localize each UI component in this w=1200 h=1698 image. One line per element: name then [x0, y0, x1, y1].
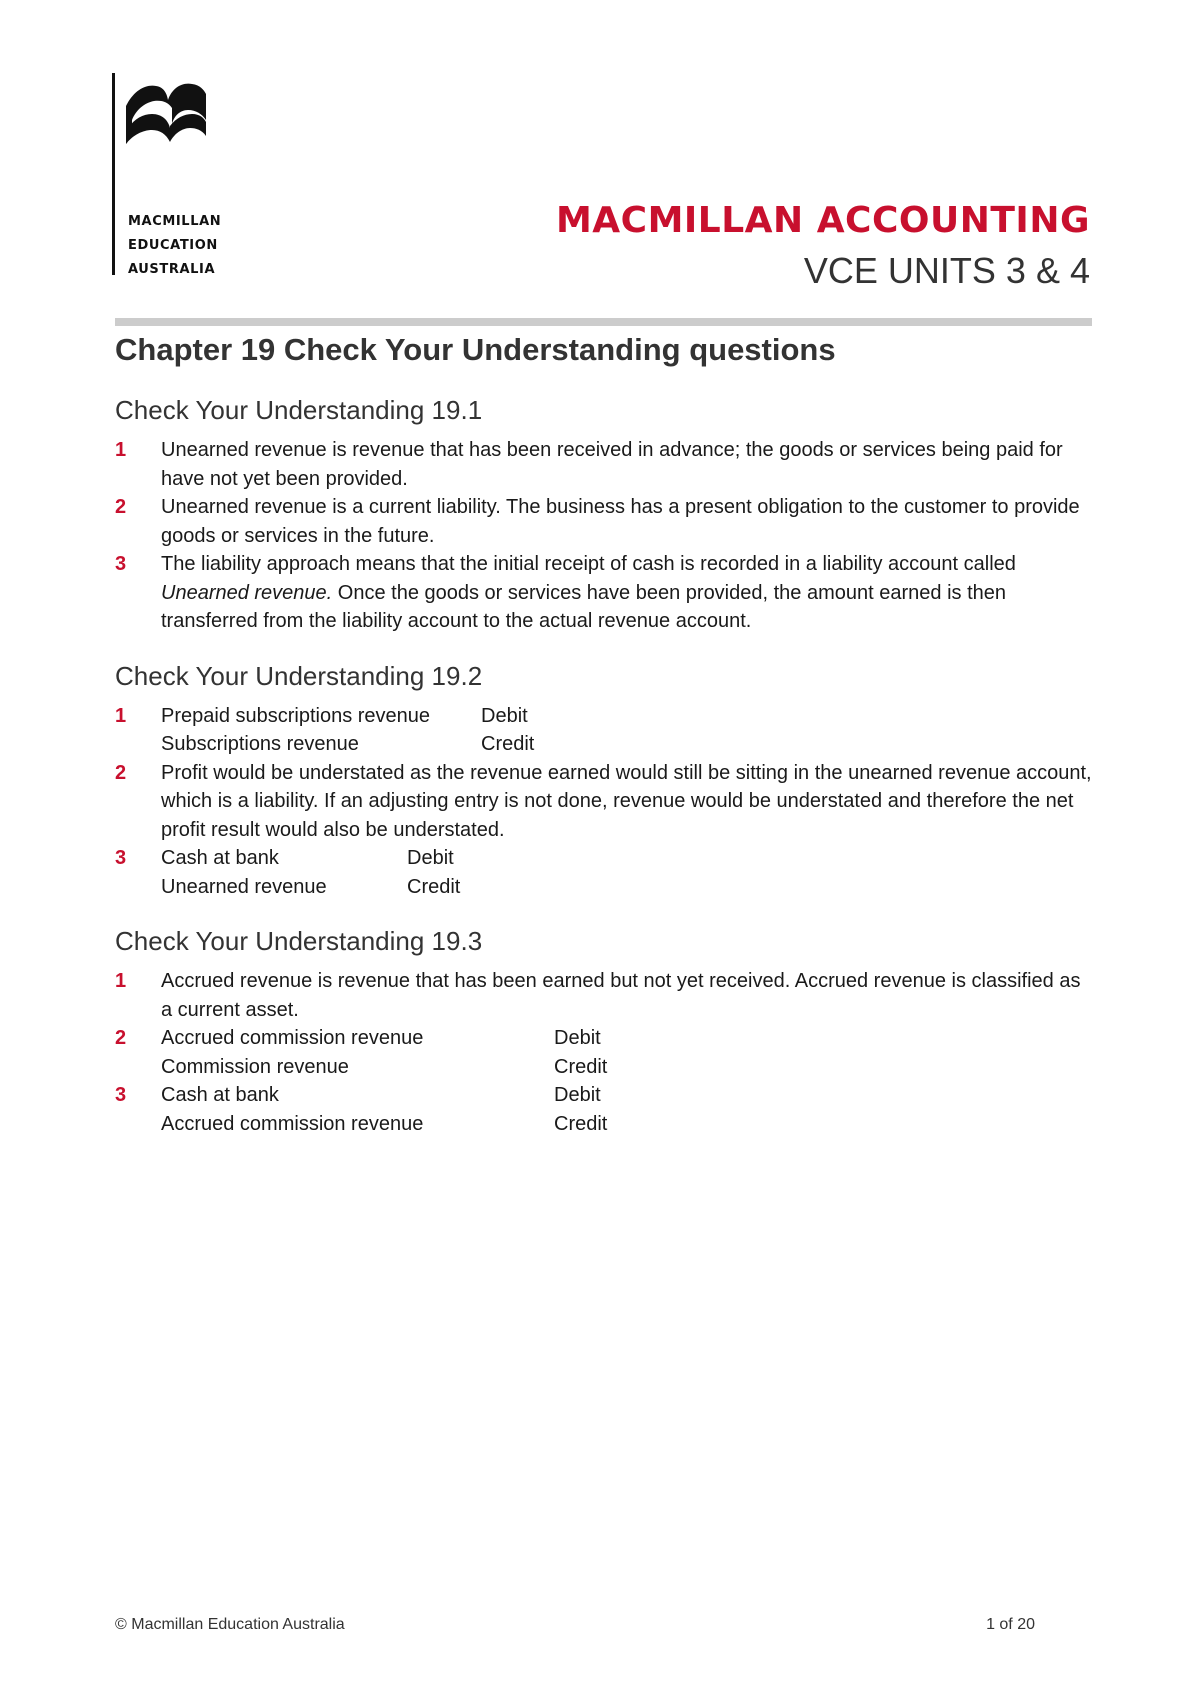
question-item: [115, 550, 1095, 636]
logo-divider: [112, 73, 115, 275]
debit-credit: Debit: [554, 1027, 601, 1049]
question-item: [115, 436, 1095, 493]
question-item: [115, 702, 1095, 759]
journal-line: [161, 1024, 1095, 1053]
journal-line: [161, 873, 1095, 902]
debit-credit: Debit: [481, 704, 528, 727]
question-item: [115, 493, 1095, 550]
logo-line: AUSTRALIA: [128, 262, 216, 277]
question-item: [115, 1081, 1095, 1138]
account-name: Accrued commission revenue: [161, 1027, 424, 1049]
answer-text-italic: Unearned revenue.: [161, 581, 333, 604]
account-name: Prepaid subscriptions revenue: [161, 704, 431, 727]
question-number: 3: [115, 553, 127, 575]
question-number: 2: [115, 1027, 127, 1049]
debit-credit: Debit: [554, 1084, 601, 1106]
journal-line: [161, 1081, 1095, 1110]
answer-text: [161, 550, 1095, 636]
question-number: 1: [115, 704, 127, 727]
question-item: [115, 1024, 1095, 1081]
journal-line: [161, 1110, 1095, 1139]
journal-entry: [161, 1024, 1095, 1081]
answer-text-part: Once the goods or services have been provided, the amount earned is then transferred from the liability account to the actual revenue account.: [161, 581, 1006, 632]
question-number: 2: [115, 761, 127, 784]
debit-credit: Debit: [407, 847, 454, 869]
brand-subtitle: VCE UNITS 3 & 4: [803, 250, 1090, 291]
section-19-3: [115, 923, 1095, 1138]
answer-text: Unearned revenue is a current liability. The business has a present obligation to the customer to provide goods or services in the future.: [161, 496, 1080, 547]
debit-credit: Credit: [554, 1055, 608, 1078]
account-name: Cash at bank: [161, 847, 279, 869]
section-heading: Check Your Understanding 19.1: [115, 395, 483, 425]
section-19-1: [115, 392, 1095, 636]
main-content: [115, 330, 1095, 1138]
header-divider: [115, 318, 1092, 326]
question-number: 3: [115, 847, 127, 869]
question-number: 3: [115, 1084, 127, 1106]
journal-line: [161, 844, 1095, 873]
question-item: [115, 759, 1095, 845]
question-number: 1: [115, 970, 127, 992]
journal-line: [161, 730, 1095, 759]
account-name: Cash at bank: [161, 1084, 279, 1106]
journal-entry: [161, 702, 1095, 759]
answer-text: Accrued revenue is revenue that has been earned but not yet received. Accrued revenue is classified as a current asset.: [161, 970, 1081, 1021]
question-number: 1: [115, 439, 127, 461]
debit-credit: Credit: [407, 875, 461, 898]
question-item: [115, 844, 1095, 901]
account-name: Subscriptions revenue: [161, 733, 359, 755]
section-heading: Check Your Understanding 19.2: [115, 660, 483, 691]
account-name: Unearned revenue: [161, 875, 327, 898]
publisher-logo-text: [128, 210, 221, 282]
question-number: 2: [115, 496, 127, 518]
debit-credit: Credit: [481, 733, 535, 755]
brand-title: MACMILLAN ACCOUNTING: [555, 200, 1090, 241]
footer-copyright: © Macmillan Education Australia: [115, 1616, 345, 1633]
debit-credit: Credit: [554, 1112, 608, 1135]
journal-entry: [161, 1081, 1095, 1138]
journal-entry: [161, 844, 1095, 901]
section-heading: Check Your Understanding 19.3: [115, 926, 483, 956]
answer-text-part: The liability approach means that the initial receipt of cash is recorded in a liability account called: [161, 553, 1016, 575]
footer-page-number: 1 of 20: [986, 1616, 1035, 1633]
question-item: [115, 967, 1095, 1024]
account-name: Accrued commission revenue: [161, 1112, 424, 1135]
answer-text: Profit would be understated as the revenue earned would still be sitting in the unearned revenue account, which is a liability. If an adjusting entry is not done, revenue would be understated and therefore the net profit result would also be understated.: [161, 761, 1092, 841]
section-19-2: [115, 658, 1095, 902]
answer-text: Unearned revenue is revenue that has been received in advance; the goods or services being paid for have not yet been provided.: [161, 439, 1063, 490]
macmillan-logo-icon: [124, 76, 208, 146]
logo-line: MACMILLAN: [128, 214, 222, 229]
chapter-title: Chapter 19 Check Your Understanding questions: [115, 332, 836, 367]
account-name: Commission revenue: [161, 1055, 349, 1078]
logo-line: EDUCATION: [128, 238, 218, 253]
journal-line: [161, 702, 1095, 731]
journal-line: [161, 1053, 1095, 1082]
